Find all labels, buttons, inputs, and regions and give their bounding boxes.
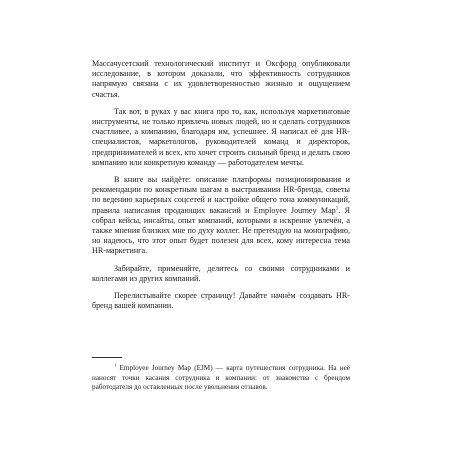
paragraph-2: Так вот, в руках у вас книга про то, как, используя маркетинговые инструменты, не только привлечь новых людей, но и сделать сотрудников счастливее, а компанию, благодаря им, успешнее. Я написал её для HR-специалистов, маркетологов, руководителей команд и директоров, предпринимателей и всех, кто хочет строить сильный бренд и делать свою компанию или конкретную команду — работодателем мечты. [92,106,350,167]
footnote-text: Employee Journey Map (EJM) — карта путешествия сотрудника. На неё наносят точки касания сотрудника и компании: от знакомства с брендом работодателя до оставленных после увольнения отзывов. [92,364,350,392]
paragraph-3-start: В книге вы найдёте: описание платформы позиционирования и рекомендации по конкретным шагам в выстраивании HR-бренда, советы по ведению карьерных соцсетей и настройке общего тона коммуникаций, правила написания продающих вакансий и Employee Journey Map [92,175,350,215]
footnote [92,364,350,393]
footnote-separator [92,357,122,358]
paragraph-4: Забирайте, применяйте, делитесь со своими сотрудниками и коллегами из других компаний. [92,263,350,283]
paragraph-5: Перелистывайте скорее страницу! Давайте начнём создавать HR-бренд вашей компании. [92,291,350,311]
main-text [92,59,350,318]
footnote-marker: 1 [114,362,117,368]
paragraph-1: Массачусетский технологический институт и Оксфорд опубликовали исследование, в котором доказали, что эффективность сотрудников напрямую связана с их удовлетворенностью жизнью и ощущением счастья. [92,59,350,99]
footnote-reference[interactable]: 1 [335,205,339,211]
paragraph-3 [92,175,350,257]
paragraph-3-end: . Я собрал кейсы, инсайты, опыт компаний, которыми я искренне увлечён, а также мнения близких мне по духу коллег. Не претендую на монографию, но надеюсь, что этот опыт будет полезен для всех, кому интересна тема HR-маркетинга. [92,205,350,256]
